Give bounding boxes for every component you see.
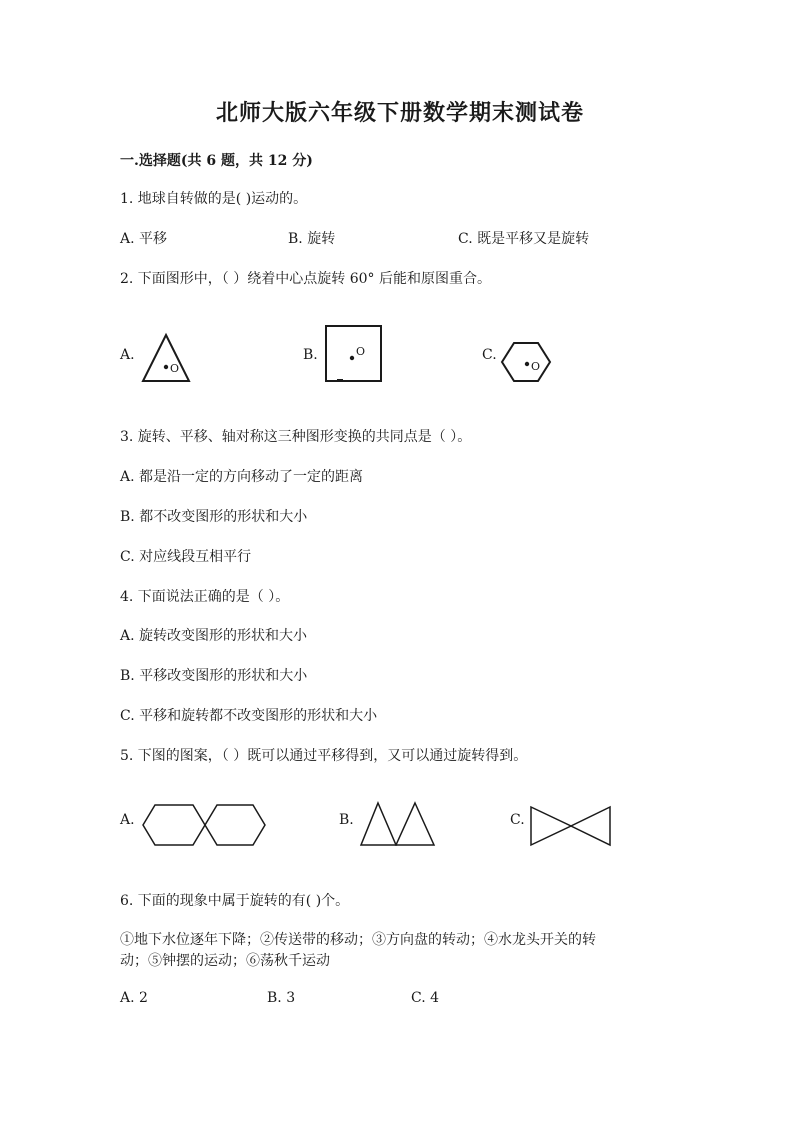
- question-6-option-c[interactable]: C. 4: [411, 990, 440, 1006]
- question-2-option-b[interactable]: B.: [303, 347, 318, 363]
- hexagon-with-center-figure: [500, 341, 552, 383]
- question-5-option-c[interactable]: C.: [510, 812, 525, 828]
- two-hexagons-figure: [142, 804, 266, 846]
- question-6-option-a[interactable]: A. 2: [120, 990, 148, 1006]
- center-point-label: O: [170, 362, 180, 375]
- question-1-option-a[interactable]: A. 平移: [120, 231, 168, 247]
- question-5-stem: 5. 下图的图案，（ ）既可以通过平移得到，又可以通过旋转得到。: [120, 748, 528, 764]
- triangle-with-center-figure: [140, 332, 192, 384]
- question-6-items-line-2: 动；⑤钟摆的运动；⑥荡秋千运动: [120, 953, 330, 969]
- square-with-center-figure: [325, 325, 383, 383]
- question-4-stem: 4. 下面说法正确的是（ ）。: [120, 589, 290, 605]
- center-point-label: O: [531, 360, 541, 373]
- question-3-option-c[interactable]: C. 对应线段互相平行: [120, 549, 252, 565]
- question-3-option-b[interactable]: B. 都不改变图形的形状和大小: [120, 509, 308, 525]
- question-2-stem: 2. 下面图形中，（ ）绕着中心点旋转 60° 后能和原图重合。: [120, 271, 491, 287]
- two-triangles-figure: [360, 802, 436, 846]
- section-heading: 一.选择题(共 6 题，共 12 分): [120, 153, 313, 169]
- question-1-stem: 1. 地球自转做的是( )运动的。: [120, 191, 308, 207]
- question-4-option-c[interactable]: C. 平移和旋转都不改变图形的形状和大小: [120, 708, 378, 724]
- question-6-items-line-1: ①地下水位逐年下降；②传送带的移动；③方向盘的转动；④水龙头开关的转: [120, 932, 596, 948]
- question-5-option-a[interactable]: A.: [120, 812, 135, 828]
- page-title: 北师大版六年级下册数学期末测试卷: [215, 100, 584, 126]
- question-4-option-b[interactable]: B. 平移改变图形的形状和大小: [120, 668, 308, 684]
- question-2-option-a[interactable]: A.: [120, 347, 135, 363]
- question-3-option-a[interactable]: A. 都是沿一定的方向移动了一定的距离: [120, 469, 364, 485]
- question-3-stem: 3. 旋转、平移、轴对称这三种图形变换的共同点是（ ）。: [120, 429, 472, 445]
- question-1-option-b[interactable]: B. 旋转: [288, 231, 336, 247]
- question-1-option-c[interactable]: C. 既是平移又是旋转: [458, 231, 590, 247]
- question-4-option-a[interactable]: A. 旋转改变图形的形状和大小: [120, 628, 308, 644]
- center-point-label: O: [356, 345, 366, 358]
- question-2-option-c[interactable]: C.: [482, 347, 497, 363]
- question-5-option-b[interactable]: B.: [339, 812, 354, 828]
- bowtie-figure: [530, 806, 612, 846]
- question-6-option-b[interactable]: B. 3: [267, 990, 296, 1006]
- question-6-stem: 6. 下面的现象中属于旋转的有( )个。: [120, 893, 350, 909]
